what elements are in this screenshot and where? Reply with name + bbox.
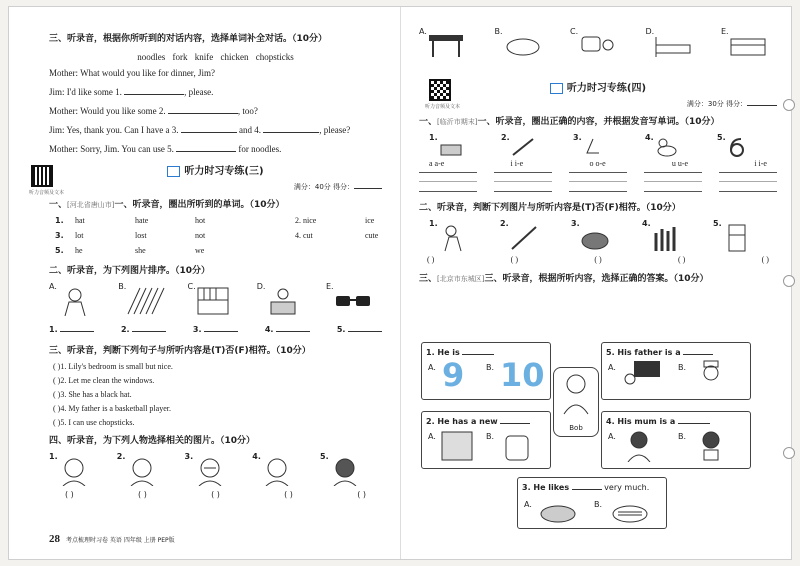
person-2: 2.	[117, 452, 173, 486]
bookshelf-icon	[196, 286, 232, 316]
noodles-icon	[610, 496, 650, 524]
word-option[interactable]: 4. cut	[295, 231, 313, 240]
answer-paren[interactable]: ( )	[427, 255, 435, 264]
phonics-pictures	[419, 133, 777, 157]
writing-line[interactable]	[719, 172, 777, 192]
answer-blank[interactable]	[181, 123, 237, 133]
option-b[interactable]: B.	[678, 363, 687, 372]
answer-paren[interactable]: ( )	[138, 490, 147, 499]
vegetables-icon	[650, 223, 684, 253]
option-a[interactable]: A.	[608, 432, 616, 441]
answer-blank[interactable]	[168, 104, 238, 114]
table-icon	[427, 31, 467, 59]
tf-pictures	[419, 219, 777, 253]
storybook-icon	[440, 430, 474, 462]
practice-title: 听力时习专练(四)	[419, 79, 777, 94]
word-option[interactable]: 2. nice	[295, 216, 317, 225]
right-page	[401, 7, 793, 559]
question-box-4: 4. His mum is a A. B.	[601, 411, 751, 469]
picture-c: C.	[570, 27, 626, 63]
answer-paren[interactable]: ( )	[510, 255, 518, 264]
tf-pic-5: 5.	[713, 219, 767, 253]
word-grid: 1. hat hate hot 2. nice ice 3. lot lost not 4. cut cute 5. he she we	[55, 216, 382, 255]
option-b[interactable]: B.	[486, 363, 495, 372]
paren-row	[49, 490, 382, 499]
dialog-line: Mother: Would you like some 2. , too?	[49, 106, 258, 116]
section-heading: 三、听录音，根据你所听到的对话内容，选择单词补全对话。（10分）	[49, 34, 328, 44]
people-row	[49, 452, 382, 486]
answer-blank[interactable]	[263, 123, 319, 133]
girl-icon	[57, 456, 91, 486]
picture-e: E.	[721, 27, 777, 63]
answer-slot[interactable]: 3.	[193, 322, 238, 334]
glasses-icon	[334, 286, 374, 316]
answer-paren[interactable]: ( )	[284, 490, 293, 499]
boy-icon	[260, 456, 294, 486]
section-heading: 一、[临沂市期末]一、听录音，圈出正确的内容，并根据发音写单词。（10分）	[419, 117, 720, 127]
answer-blank[interactable]	[124, 85, 184, 95]
word-option[interactable]: lot	[75, 231, 84, 240]
person-4: 4.	[252, 452, 308, 486]
number-ten: 10	[500, 356, 545, 394]
bed-icon	[654, 31, 694, 59]
cook-icon	[265, 286, 301, 316]
picture-a: A.	[419, 27, 475, 63]
question-box-1: 1. He is A. 9 B. 10	[421, 342, 551, 400]
answer-row	[49, 322, 382, 334]
answer-paren[interactable]: ( )	[594, 255, 602, 264]
option-b[interactable]: B.	[678, 432, 687, 441]
bowl-icon	[503, 31, 543, 59]
boy-cleaning-icon	[437, 223, 471, 253]
chopsticks-icon	[126, 286, 166, 316]
girl-icon	[125, 456, 159, 486]
tf-item[interactable]: ( )2. Let me clean the windows.	[53, 376, 155, 385]
hand-knife-icon	[508, 223, 542, 253]
answer-paren[interactable]: ( )	[761, 255, 769, 264]
tf-item[interactable]: ( )3. She has a black hat.	[53, 390, 132, 399]
answer-paren[interactable]: ( )	[65, 490, 74, 499]
phonics-option[interactable]: o o-e	[589, 159, 606, 168]
phonics-pic-2: 2.	[501, 133, 551, 157]
option-a[interactable]: A.	[428, 432, 436, 441]
word-option[interactable]: cute	[365, 231, 379, 240]
picture-d: D.	[646, 27, 702, 63]
option-a[interactable]: A.	[428, 363, 436, 372]
salad-icon	[579, 223, 613, 253]
worksheet-spread	[8, 6, 792, 560]
cake-icon	[437, 137, 467, 157]
picture-e: E.	[326, 282, 382, 318]
question-box-5: 5. His father is a A. B.	[601, 342, 751, 400]
answer-paren[interactable]: ( )	[357, 490, 366, 499]
section-heading: 二、听录音，为下列图片排序。（10分）	[49, 266, 211, 276]
question-box-3: 3. He likes very much. A. B.	[517, 477, 667, 529]
picture-b: B.	[495, 27, 551, 63]
tf-pic-2: 2.	[500, 219, 554, 253]
picture-c: C.	[188, 282, 244, 318]
writing-lines	[419, 172, 777, 192]
word-option[interactable]: hat	[75, 216, 85, 225]
bob-label: Bob	[569, 424, 583, 432]
person-1: 1.	[49, 452, 105, 486]
word-option[interactable]: he	[75, 246, 83, 255]
headphone-icon	[550, 83, 563, 94]
section-heading: 三、[北京市东城区]三、听录音，根据所听内容，选择正确的答案。（10分）	[419, 274, 709, 284]
six-icon	[725, 137, 755, 157]
phonics-option[interactable]: a a-e	[429, 159, 445, 168]
word-option[interactable]: ice	[365, 216, 375, 225]
boy-glasses-icon	[193, 456, 227, 486]
chicken-dish-icon	[538, 496, 578, 524]
option-b[interactable]: B.	[486, 432, 495, 441]
binding-hole	[783, 275, 795, 287]
nose-icon	[581, 137, 611, 157]
phonics-option[interactable]: i i-e	[510, 159, 524, 168]
qr-code[interactable]	[429, 79, 451, 101]
qr-caption: 听力音频及文本	[425, 104, 461, 110]
option-b[interactable]: B.	[594, 500, 603, 509]
question-box-2: 2. He has a new A. B.	[421, 411, 551, 469]
tf-item[interactable]: ( )5. I can use chopsticks.	[53, 418, 135, 427]
phonics-pic-3: 3.	[573, 133, 623, 157]
score-line: 满分：40分 得分：	[49, 179, 382, 192]
top-picture-row	[419, 27, 777, 63]
picture-d: D.	[257, 282, 313, 318]
woman-icon	[622, 428, 656, 462]
phonics-pic-4: 4.	[645, 133, 695, 157]
left-page	[9, 7, 401, 559]
tf-item[interactable]: ( )4. My father is a basketball player.	[53, 404, 171, 413]
answer-blank[interactable]	[176, 142, 236, 152]
writing-line[interactable]	[419, 172, 477, 192]
woman-book-icon	[694, 428, 728, 462]
duck-icon	[653, 137, 683, 157]
practice-title: 听力时习专练(三)	[49, 162, 382, 177]
boy-icon	[328, 456, 362, 486]
tf-pic-4: 4.	[642, 219, 696, 253]
dialog-line: Jim: Yes, thank you. Can I have a 3. and 4. , please?	[49, 125, 351, 135]
answer-slot[interactable]: 4.	[265, 322, 310, 334]
phonics-pic-1: 1.	[429, 133, 479, 157]
dialog-line: Jim: I'd like some 1. , please.	[49, 87, 214, 97]
score-line: 满分：30分 得分：	[419, 96, 777, 109]
answer-paren[interactable]: ( )	[211, 490, 220, 499]
tf-pic-1: 1.	[429, 219, 483, 253]
qr-caption: 听力音频及文本	[29, 190, 65, 196]
qr-code[interactable]	[31, 165, 53, 187]
tf-pic-3: 3.	[571, 219, 625, 253]
answer-slot[interactable]: 2.	[121, 322, 166, 334]
section-heading: 一、[河北省唐山市]一、听录音，圈出所听到的单词。（10分）	[49, 200, 285, 210]
binding-hole	[783, 447, 795, 459]
writing-line[interactable]	[644, 172, 702, 192]
headphone-icon	[167, 166, 180, 177]
page-footer: 28 考点梳理时习卷 英语 四年级 上册 PEP版	[49, 533, 175, 545]
person-3: 3.	[185, 452, 241, 486]
phonics-option[interactable]: u u-e	[671, 159, 689, 168]
word-bank: noodles fork knife chicken chopsticks	[137, 52, 294, 62]
word-option[interactable]: hot	[195, 216, 206, 225]
dialog-line: Mother: What would you like for dinner, Jim?	[49, 68, 215, 78]
phone-keys-icon	[578, 31, 618, 59]
dialog-line: Mother: Sorry, Jim. You can use 5. for noodles.	[49, 144, 282, 154]
writing-line[interactable]	[494, 172, 552, 192]
boy-icon	[560, 372, 592, 416]
phonics-options	[419, 159, 777, 168]
word-option[interactable]: not	[195, 231, 206, 240]
section-heading: 二、听录音，判断下列图片与所听内容是(T)否(F)相符。（10分）	[419, 203, 681, 213]
phonics-pic-5: 5.	[717, 133, 767, 157]
fridge-icon	[721, 223, 755, 253]
teacher-icon	[622, 359, 662, 393]
section-heading: 三、听录音，判断下列句子与所听内容是(T)否(F)相符。（10分）	[49, 346, 311, 356]
knife-icon	[509, 137, 539, 157]
answer-slot[interactable]: 1.	[49, 322, 94, 334]
answer-paren[interactable]: ( )	[677, 255, 686, 264]
picture-b: B.	[118, 282, 174, 318]
phonics-option[interactable]: i i-e	[754, 159, 767, 168]
section-heading: 四、听录音，为下列人物选择相关的图片。（10分）	[49, 436, 256, 446]
word-option[interactable]: hate	[135, 216, 149, 225]
binding-hole	[783, 99, 795, 111]
option-a[interactable]: A.	[524, 500, 532, 509]
word-option[interactable]: she	[135, 246, 146, 255]
cook-icon	[694, 359, 728, 393]
picture-a: A.	[49, 282, 105, 318]
desk-icon	[729, 31, 769, 59]
answer-slot[interactable]: 5.	[337, 322, 382, 334]
word-option[interactable]: lost	[135, 231, 147, 240]
option-a[interactable]: A.	[608, 363, 616, 372]
person-5: 5.	[320, 452, 376, 486]
word-option[interactable]: we	[195, 246, 205, 255]
picture-row	[49, 282, 382, 318]
number-nine: 9	[442, 356, 465, 394]
bob-figure	[553, 367, 599, 437]
schoolbag-icon	[500, 428, 534, 462]
writing-line[interactable]	[569, 172, 627, 192]
child-icon	[57, 286, 95, 316]
tf-item[interactable]: ( )1. Lily's bedroom is small but nice.	[53, 362, 173, 371]
paren-row	[419, 255, 777, 264]
